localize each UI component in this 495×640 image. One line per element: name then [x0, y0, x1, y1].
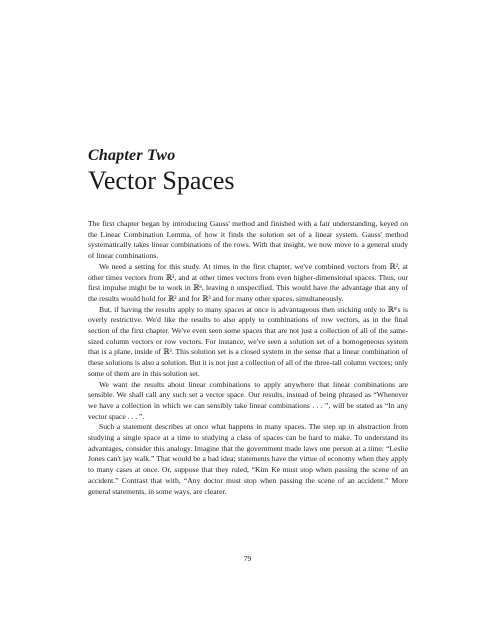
chapter-title: Vector Spaces	[88, 166, 235, 195]
chapter-label: Chapter Two	[88, 147, 176, 164]
page-number: 79	[243, 554, 252, 563]
paragraph: We need a setting for this study. At times in the first chapter, we've combined vectors from ℝ², at other times vectors from ℝ³, and at other times vectors from even higher-dimensional spaces. Thus, our first impulse might be to work in ℝⁿ, leaving n unspecified. This would have the advantage that any of the results would hold for ℝ² and for ℝ³ and for many other spaces, simultaneously.	[88, 261, 408, 303]
paragraph: We want the results about linear combinations to apply anywhere that linear combinations are sensible. We shall call any such set a vector space. Our results, instead of being phrased as “Whenever we have a collection in which we can sensibly take linear combinations . . . ”, will be stated as “In any vector space . . . ”.	[88, 379, 408, 421]
paragraph: Such a statement describes at once what happens in many spaces. The step up in abstraction from studying a single space at a time to studying a class of spaces can be hard to make. To understand its advantages, consider this analogy. Imagine that the government made laws one person at a time: “Leslie Jones can't jay walk.” That would be a bad idea; statements have the virtue of economy when they apply to many cases at once. Or, suppose that they ruled, “Kim Ke must stop when passing the scene of an accident.” Contrast that with, “Any doctor must stop when passing the scene of an accident.” More general statements, in some ways, are clearer.	[88, 422, 408, 496]
chapter-body	[88, 219, 408, 497]
paragraph: But, if having the results apply to many spaces at once is advantageous then sticking only to ℝⁿ's is overly restrictive. We'd like the results to also apply to combinations of row vectors, as in the final section of the first chapter. We've even seen some spaces that are not just a collection of all of the same-sized column vectors or row vectors. For instance, we've seen a solution set of a homogeneous system that is a plane, inside of ℝ³. This solution set is a closed system in the sense that a linear combination of these solutions is also a solution. But it is not just a collection of all of the three-tall column vectors; only some of them are in this solution set.	[88, 304, 408, 378]
paragraph: The first chapter began by introducing Gauss' method and finished with a fair understanding, keyed on the Linear Combination Lemma, of how it finds the solution set of a linear system. Gauss' method systematically takes linear combinations of the rows. With that insight, we now move to a general study of linear combinations.	[88, 219, 408, 261]
